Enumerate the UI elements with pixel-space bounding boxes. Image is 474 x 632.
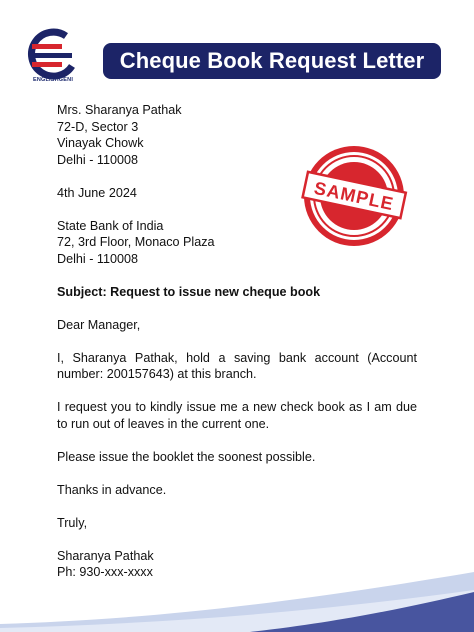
paragraph: I, Sharanya Pathak, hold a saving bank account (Account number: 200157643) at this branch.	[57, 350, 417, 381]
logo-text: ENGLISHGENI	[32, 77, 74, 83]
footer-wave-decoration	[0, 562, 474, 632]
signature-phone: Ph: 930-xxx-xxxx	[57, 565, 153, 579]
paragraph: Thanks in advance.	[57, 482, 167, 497]
address-line: Delhi - 110008	[57, 152, 138, 167]
address-line: 72-D, Sector 3	[57, 119, 139, 134]
englishgeni-logo-icon	[22, 26, 82, 84]
sender-address	[57, 102, 417, 168]
letter-date: 4th June 2024	[57, 185, 137, 200]
address-line: State Bank of India	[57, 218, 164, 233]
address-line: Mrs. Sharanya Pathak	[57, 103, 182, 117]
letter-subject: Subject: Request to issue new cheque book	[57, 284, 321, 299]
stamp-text: SAMPLE	[312, 177, 396, 215]
paragraph: Please issue the booklet the soonest possible.	[57, 449, 316, 464]
signature-name: Sharanya Pathak	[57, 548, 154, 563]
address-line: Vinayak Chowk	[57, 136, 144, 150]
letter-body	[57, 102, 417, 581]
paragraph: I request you to kindly issue me a new check book as I am due to run out of leaves in the current one.	[57, 400, 417, 431]
recipient-address	[57, 218, 417, 268]
address-line: 72, 3rd Floor, Monaco Plaza	[57, 235, 215, 249]
address-line: Delhi - 110008	[57, 251, 138, 266]
closing: Truly,	[57, 515, 88, 530]
salutation: Dear Manager,	[57, 317, 141, 332]
page-title: Cheque Book Request Letter	[103, 43, 441, 79]
